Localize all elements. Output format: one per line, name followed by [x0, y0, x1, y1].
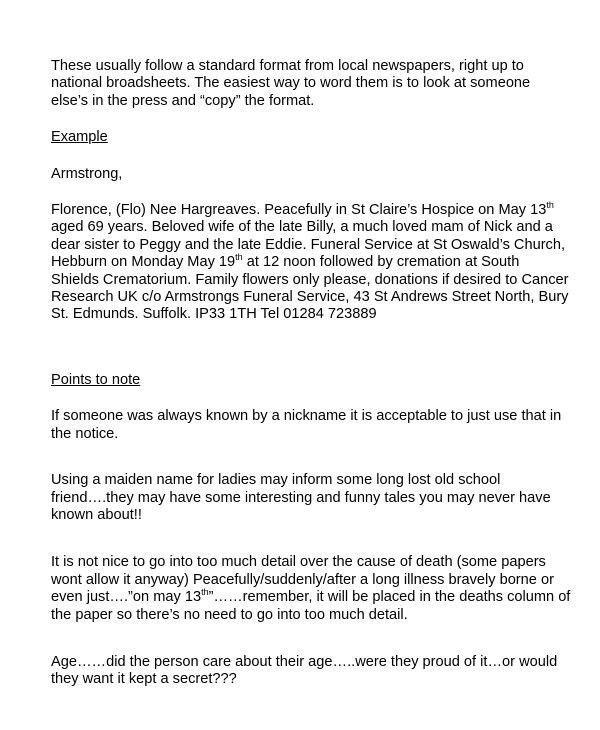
- point-maiden-name: Using a maiden name for ladies may inform some long lost old school friend….they may have some interesting and funny tales you may never have known about!!: [51, 472, 551, 523]
- detail-ordinal: th: [201, 587, 209, 598]
- example-notice-paragraph: [51, 202, 571, 324]
- detail-text-1: It is not nice to go into too much detail over the cause of death (some papers wont allow it anyway) Peacefully/suddenly/after a long illness bravely borne or even just….”on may 13: [51, 554, 554, 606]
- notice-ordinal-2: th: [235, 252, 243, 263]
- detail-text-2: ”……remember, it will be placed in the deaths column of the paper so there’s no need to go into too much detail.: [51, 589, 571, 623]
- intro-paragraph: These usually follow a standard format from local newspapers, right up to national broadsheets. The easiest way to word them is to look at someone else’s in the press and “copy” the format.: [51, 58, 531, 109]
- notice-text-2: aged 69 years. Beloved wife of the late Billy, a much loved mam of Nick and a dear sister to Peggy and the late Eddie. Funeral Service at St Oswald’s Church, Hebburn on Monday May 19: [51, 219, 566, 271]
- point-detail-paragraph: [51, 554, 571, 624]
- document-page: [51, 58, 571, 689]
- points-heading: Points to note: [51, 371, 141, 388]
- notice-text-1: Florence, (Flo) Nee Hargreaves. Peacefully in St Claire’s Hospice on May 13: [51, 202, 547, 219]
- point-age: Age……did the person care about their age…..were they proud of it…or would they want it kept a secret???: [51, 653, 558, 688]
- example-surname: Armstrong,: [51, 165, 123, 182]
- notice-ordinal-1: th: [546, 200, 554, 211]
- notice-text-3: at 12 noon followed by cremation at South Shields Crematorium. Family flowers only please, donations if desired to Cancer Research UK c/o Armstrongs Funeral Service, 43 St Andrews Street North, Bury St. Edmunds. Suffolk. IP33 1TH Tel 01284 723889: [51, 254, 569, 323]
- example-heading: Example: [51, 129, 108, 146]
- point-nickname: If someone was always known by a nickname it is acceptable to just use that in the notice.: [51, 408, 562, 442]
